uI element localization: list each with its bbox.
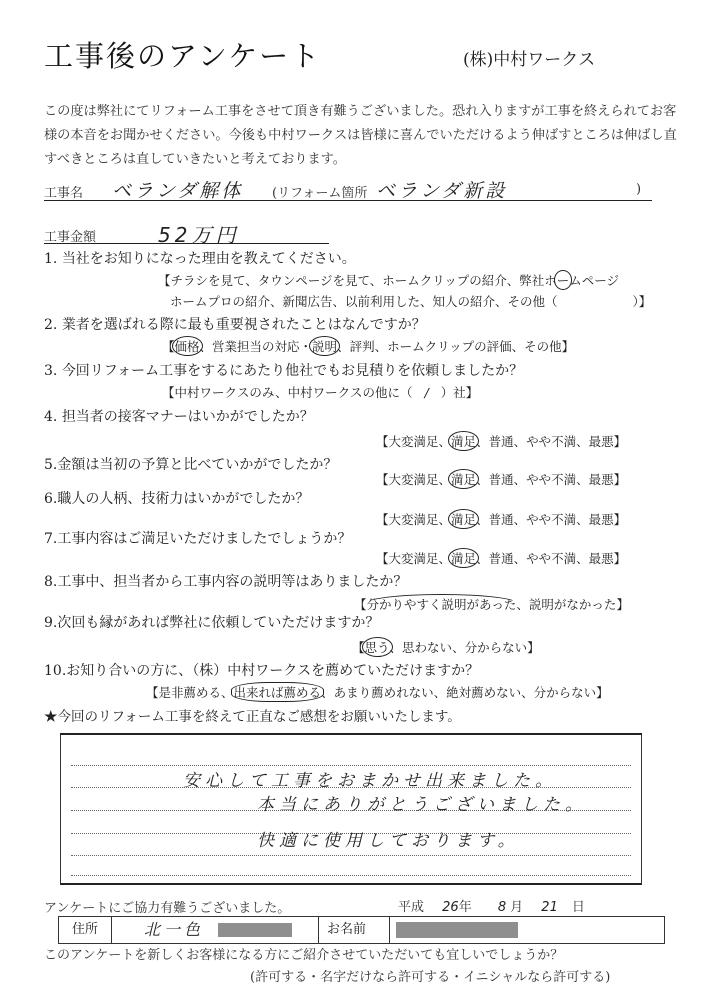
selected-option[interactable]: 分かりやすく説明があった [364,594,520,614]
date-day[interactable]: 21 [541,900,558,915]
comments-box[interactable] [60,733,642,885]
reform-location-value[interactable]: ベランダ新設 [376,180,508,202]
question-1-options-line1[interactable]: 【チラシを見て、タウンページを見て、ホームクリップの紹介、弊社ホームページ [158,271,619,289]
redacted-block [396,922,518,938]
selected-option-price[interactable]: 価格 [172,336,203,356]
question-4-options[interactable]: 【大変満足、満足、普通、やや不満、最悪】 [376,432,626,450]
survey-date: 平成 26年 8 月 21 日 [398,900,585,915]
reform-location-label: (リフォーム箇所 [272,186,368,201]
permission-options[interactable]: (許可する・名字だけなら許可する・イニシャルなら許可する) [250,970,611,985]
project-name-value[interactable]: ベランダ解体 [112,180,244,202]
question-6-options[interactable]: 【大変満足、満足、普通、やや不満、最悪】 [376,510,626,528]
selected-option[interactable]: 満足 [448,548,479,568]
intro-paragraph: この度は弊社にてリフォーム工事をさせて頂き有難うございました。恐れ入りますが工事を終えられてお客様の本音をお聞かせください。今後も中村ワークスは皆様に喜んでいただけるよう伸ばすところは伸ばし直すべきところは直していきたいと考えております。 [44,104,677,167]
selected-option[interactable]: 満足 [448,431,479,451]
dotted-rule [71,875,631,876]
date-year[interactable]: 26 [442,900,459,915]
comment-line-2[interactable]: 本当にありがとうございました。 [257,795,587,815]
question-8-text: 8.工事中、担当者から工事内容の説明等はありましたか？ [44,574,408,590]
selected-option-circle[interactable]: ー [554,270,573,290]
question-5-text: 5.金額は当初の予算と比べていかがでしたか？ [44,457,338,473]
address-field[interactable] [112,917,319,943]
selected-option[interactable]: 満足 [448,469,479,489]
question-1-options-line2[interactable]: ホームプロの紹介、新聞広告、以前利用した、知人の紹介、その他（ ）】 [170,294,652,309]
selected-option-explanation[interactable]: 説明 [309,336,340,356]
customer-info-table [58,916,665,944]
amount-value[interactable]: 52万円 [158,223,240,247]
comment-line-1[interactable]: 安心して工事をおまかせ出来ました。 [183,771,557,791]
question-2-text: 2. 業者を選ばれる際に最も重要視されたことはなんですか？ [44,317,426,333]
question-3-text: 3. 今回リフォーム工事をするにあたり他社でもお見積りを依頼しましたか？ [44,363,524,379]
question-7-text: 7.工事内容はご満足いただけましたでしょうか？ [44,531,352,547]
address-value: 北一色 [144,920,205,939]
question-9-text: 9.次回も縁があれば弊社に依頼していただけますか？ [44,615,380,631]
question-3-options[interactable]: 【中村ワークスのみ、中村ワークスの他に（ / ）社】 [162,385,479,400]
question-6-text: 6.職人の人柄、技術力はいかがでしたか？ [44,491,310,507]
question-8-options[interactable]: 【分かりやすく説明があった、説明がなかった】 [354,595,629,613]
amount-label: 工事金額 [44,230,97,245]
name-field[interactable] [390,917,664,943]
redacted-block [218,923,292,937]
comments-prompt: ★今回のリフォーム工事を終えて正直なご感想をお願いいたします。 [44,709,461,725]
other-company-count[interactable]: / [424,385,429,400]
company-name: (株)中村ワークス [463,50,596,70]
dotted-rule [71,855,631,856]
name-label: お名前 [319,917,390,943]
question-7-options[interactable]: 【大変満足、満足、普通、やや不満、最悪】 [376,549,626,567]
question-1-text: 1. 当社をお知りになった理由を教えてください。 [44,251,356,267]
reform-location-close: ) [636,182,642,197]
date-month[interactable]: 8 [497,900,507,915]
thanks-text: アンケートにご協力有難うございました。 [44,901,291,916]
address-label: 住所 [59,917,112,943]
selected-option[interactable]: 思う [362,637,393,657]
question-4-text: 4. 担当者の接客マナーはいかがでしたか？ [44,409,314,425]
question-10-options[interactable]: 【是非薦める、出来れば薦める、あまり薦めれない、絶対薦めない、分からない】 [146,683,609,701]
project-name-label: 工事名 [44,186,84,201]
question-2-options[interactable]: 【価格、営業担当の対応・説明、評判、ホームクリップの評価、その他】 [162,337,574,355]
selected-option[interactable]: 満足 [448,509,479,529]
question-5-options[interactable]: 【大変満足、満足、普通、やや不満、最悪】 [376,470,626,488]
question-10-text: 10.お知り合いの方に、（株）中村ワークスを薦めていただけますか？ [44,663,480,679]
selected-option[interactable]: 出来れば薦める [231,682,325,702]
comment-line-3[interactable]: 快適に使用しております。 [257,831,520,851]
permission-question: このアンケートを新しくお客様になる方にご紹介させていただいても宜しいでしょうか？ [44,948,564,963]
page-title: 工事後のアンケート [44,39,322,73]
question-9-options[interactable]: 【思う、思わない、分からない】 [352,638,540,656]
